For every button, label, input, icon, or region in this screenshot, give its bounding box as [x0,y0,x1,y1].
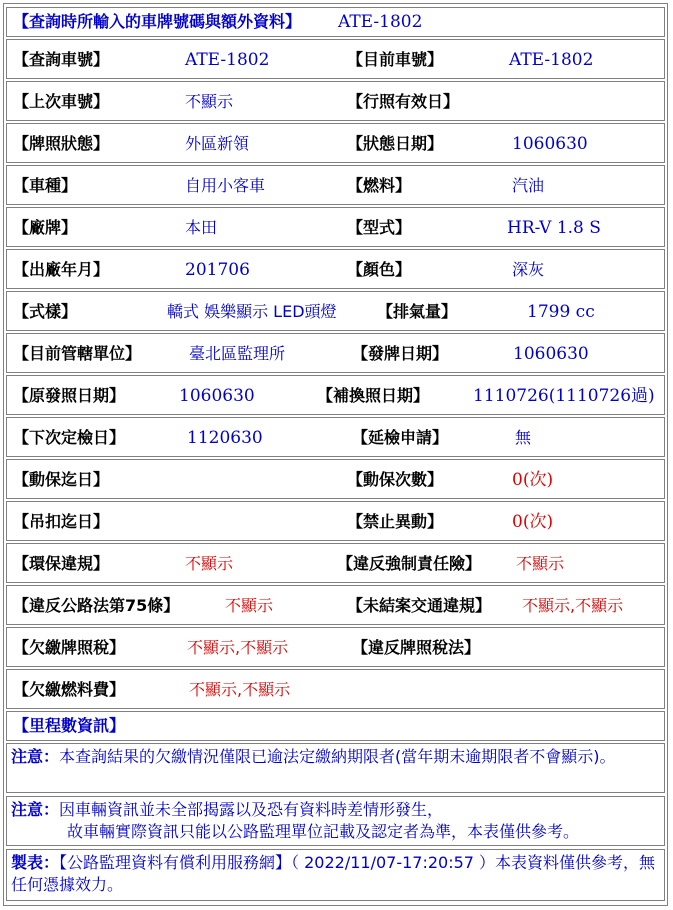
row-label-right: 【狀態日期】 [347,134,444,153]
note-2-prefix: 注意： [11,800,60,819]
table-row [6,501,665,541]
note-1-prefix: 注意： [11,747,60,766]
row-value-right: HR-V 1.8 S [507,218,601,238]
row-label-left: 【違反公路法第75條】 [13,596,180,615]
row-label-left: 【動保迄日】 [13,470,110,489]
row-label-left: 【牌照狀態】 [13,134,110,153]
table-row [6,585,665,625]
footer-prefix: 製表： [11,853,60,872]
table-row [6,375,665,415]
footer-text: 【公路監理資料有償利用服務網】（ 2022/11/07-17:20:57 ）本表資料僅供參考，無任何憑據效力。 [11,853,656,894]
footer-row [6,849,665,901]
table-row [6,291,665,331]
row-label-left: 【下次定檢日】 [13,428,126,447]
row-label-left: 【廠牌】 [13,218,78,237]
table-row [6,669,665,709]
query-header-value: ATE-1802 [338,12,423,32]
table-row [6,627,665,667]
row-value-right: 1060630 [513,344,589,364]
table-row [6,417,665,457]
mileage-label: 【里程數資訊】 [13,716,126,735]
table-row [6,39,665,79]
row-label-right: 【延檢申請】 [352,428,449,447]
row-label-left: 【式樣】 [13,302,78,321]
row-label-right: 【違反牌照稅法】 [352,638,481,657]
row-value-left: 不顯示 [185,554,234,573]
row-label-right: 【燃料】 [347,176,412,195]
table-row [6,207,665,247]
row-value-right: 汽油 [512,176,545,195]
row-label-left: 【吊扣迄日】 [13,512,110,531]
row-label-left: 【查詢車號】 [13,50,110,69]
note-2-line2: 故車輛實際資訊只能以公路監理單位記載及認定者為準，本表僅供參考。 [67,822,580,841]
row-value-left: 自用小客車 [185,176,266,195]
table-row [6,249,665,289]
row-value-left: 本田 [185,218,218,237]
row-label-right: 【目前車號】 [347,50,444,69]
row-value-right: 0(次) [512,470,554,490]
row-label-right: 【顏色】 [347,260,412,279]
row-label-right: 【行照有效日】 [347,92,460,111]
row-value-left: 201706 [185,260,250,280]
row-value-left: 轎式 娛樂顯示 LED頭燈 [167,302,337,321]
row-value-left: 不顯示,不顯示 [187,638,289,657]
row-value-right: 深灰 [512,260,545,279]
row-label-left: 【環保違規】 [13,554,110,573]
mileage-row [6,711,665,741]
table-row [6,543,665,583]
row-label-right: 【未結案交通違規】 [347,596,492,615]
row-label-left: 【欠繳燃料費】 [13,680,126,699]
row-label-left: 【原發照日期】 [13,386,126,405]
row-value-left: 1060630 [179,386,255,406]
row-label-right: 【型式】 [347,218,412,237]
row-value-right: 1060630 [512,134,588,154]
row-label-right: 【動保次數】 [347,470,444,489]
row-value-left: 不顯示 [225,596,274,615]
row-value-left: 臺北區監理所 [189,344,286,363]
row-label-right: 【排氣量】 [377,302,458,321]
row-label-left: 【上次車號】 [13,92,110,111]
row-label-left: 【欠繳牌照稅】 [13,638,126,657]
row-value-right: 1110726(1110726過) [473,386,655,406]
note-2 [6,796,665,846]
row-label-right: 【違反強制責任險】 [337,554,482,573]
row-label-right: 【發牌日期】 [352,344,449,363]
table-row [6,459,665,499]
row-label-left: 【車種】 [13,176,78,195]
table-row [6,333,665,373]
note-1 [6,743,665,793]
row-label-left: 【出廠年月】 [13,260,110,279]
row-value-left: 不顯示 [185,92,234,111]
row-value-right: 無 [515,428,532,447]
query-header-label: 【查詢時所輸入的車牌號碼與額外資料】 [13,12,302,31]
row-value-left: ATE-1802 [185,50,270,70]
table-row [6,165,665,205]
row-value-right: ATE-1802 [509,50,594,70]
row-value-left: 外區新領 [185,134,250,153]
row-value-left: 1120630 [187,428,263,448]
row-label-right: 【禁止異動】 [347,512,444,531]
table-row [6,81,665,121]
note-2-line1: 因車輛資訊並未全部揭露以及恐有資料時差情形發生， [59,800,444,819]
row-label-right: 【補換照日期】 [317,386,430,405]
row-value-left: 不顯示,不顯示 [189,680,291,699]
note-1-text: 本查詢結果的欠繳情況僅限已逾法定繳納期限者(當年期末逾期限者不會顯示)。 [59,747,616,766]
row-value-right: 1799 cc [527,302,595,322]
row-value-right: 不顯示,不顯示 [522,596,624,615]
table-row [6,123,665,163]
row-label-left: 【目前管轄單位】 [13,344,142,363]
query-header-row [6,7,665,37]
row-value-right: 不顯示 [516,554,565,573]
row-value-right: 0(次) [512,512,554,532]
